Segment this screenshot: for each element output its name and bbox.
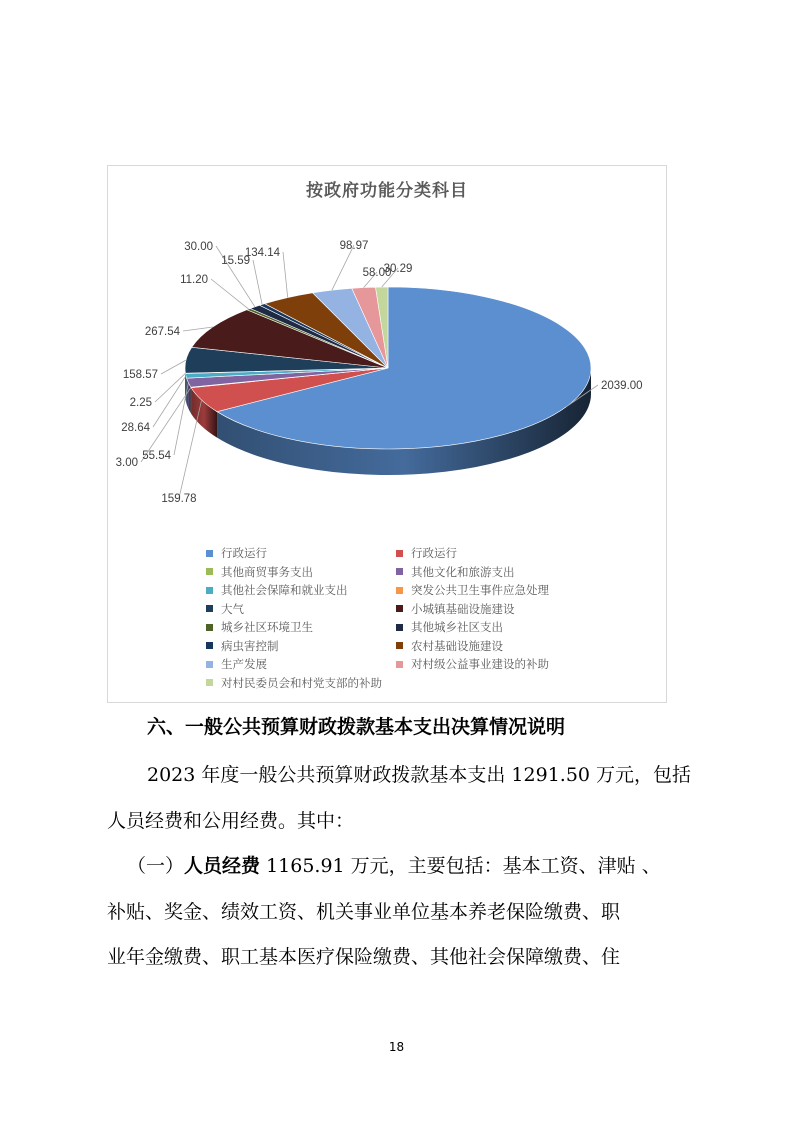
legend-item [206, 637, 396, 656]
legend-label: 其他文化和旅游支出 [411, 564, 515, 579]
legend-item [206, 674, 396, 693]
legend-swatch [206, 661, 213, 668]
legend-label: 行政运行 [411, 546, 457, 561]
paragraph-1-line-1: 2023 年度一般公共预算财政拨款基本支出 1291.50 万元，包括 [147, 764, 692, 786]
paragraph-2-rest: 1165.91 万元，主要包括：基本工资、津贴 、 [260, 855, 661, 877]
data-label: 98.97 [339, 240, 369, 252]
legend-label: 其他城乡社区支出 [411, 620, 503, 635]
legend-item [396, 581, 596, 600]
paragraph-2-line-3: 业年金缴费、职工基本医疗保险缴费、其他社会保障缴费、住 [107, 946, 621, 968]
data-label: 30.29 [383, 263, 413, 275]
chart-frame [107, 165, 667, 703]
legend-label: 城乡社区环境卫生 [221, 620, 313, 635]
legend-item [206, 655, 396, 674]
data-label: 158.57 [122, 369, 158, 381]
chart-legend [206, 544, 646, 692]
leader-line [161, 360, 186, 374]
leader-line [211, 279, 249, 309]
page-number: 18 [388, 1040, 405, 1054]
legend-label: 其他商贸事务支出 [221, 564, 313, 579]
legend-label: 行政运行 [221, 546, 267, 561]
legend-item [206, 618, 396, 637]
leader-line [253, 260, 262, 304]
legend-item [396, 655, 596, 674]
legend-item [206, 600, 396, 619]
legend-swatch [206, 624, 213, 631]
legend-item [206, 563, 396, 582]
data-label: 28.64 [121, 422, 150, 434]
data-label: 159.78 [161, 493, 197, 505]
legend-label: 其他社会保障和就业支出 [221, 583, 348, 598]
legend-swatch [396, 642, 403, 649]
data-label: 2.25 [129, 397, 152, 409]
paragraph-2-prefix: （一） [127, 855, 185, 877]
data-label: 15.59 [221, 255, 250, 267]
legend-swatch [206, 679, 213, 686]
legend-label: 生产发展 [221, 657, 267, 672]
legend-label: 小城镇基础设施建设 [411, 601, 515, 616]
legend-swatch [206, 587, 213, 594]
data-label: 11.20 [180, 274, 208, 286]
leader-line [283, 252, 288, 298]
legend-label: 农村基础设施建设 [411, 638, 503, 653]
section-heading: 六、一般公共预算财政拨款基本支出决算情况说明 [147, 716, 566, 738]
legend-item [206, 581, 396, 600]
legend-label: 大气 [221, 601, 244, 616]
legend-swatch [396, 550, 403, 557]
data-label: 58.00 [362, 267, 392, 279]
legend-item [206, 544, 396, 563]
legend-label: 对村级公益事业建设的补助 [411, 657, 549, 672]
legend-swatch [396, 587, 403, 594]
data-label: 55.54 [142, 450, 171, 462]
legend-swatch [396, 624, 403, 631]
paragraph-2-line-2: 补贴、奖金、绩效工资、机关事业单位基本养老保险缴费、职 [107, 901, 621, 923]
legend-swatch [206, 550, 213, 557]
data-label: 134.14 [244, 247, 280, 259]
paragraph-1-line-2: 人员经费和公用经费。其中： [107, 810, 355, 832]
data-label: 2039.00 [601, 380, 643, 392]
legend-swatch [206, 642, 213, 649]
legend-item [396, 637, 596, 656]
legend-swatch [396, 605, 403, 612]
legend-item [396, 618, 596, 637]
legend-item [396, 600, 596, 619]
legend-label: 突发公共卫生事件应急处理 [411, 583, 549, 598]
data-label: 3.00 [115, 457, 138, 469]
data-label: 30.00 [184, 241, 213, 253]
data-label: 267.54 [144, 326, 180, 338]
legend-item [396, 544, 596, 563]
legend-item [396, 563, 596, 582]
legend-swatch [396, 661, 403, 668]
paragraph-2-bold-term: 人员经费 [184, 855, 261, 877]
chart-title: 按政府功能分类科目 [306, 181, 468, 201]
legend-label: 对村民委员会和村党支部的补助 [221, 675, 382, 690]
paragraph-2-line-1 [127, 851, 661, 878]
legend-swatch [206, 568, 213, 575]
leader-line [155, 373, 185, 402]
leader-line [174, 383, 188, 455]
legend-swatch [206, 605, 213, 612]
legend-label: 病虫害控制 [221, 638, 279, 653]
legend-swatch [396, 568, 403, 575]
